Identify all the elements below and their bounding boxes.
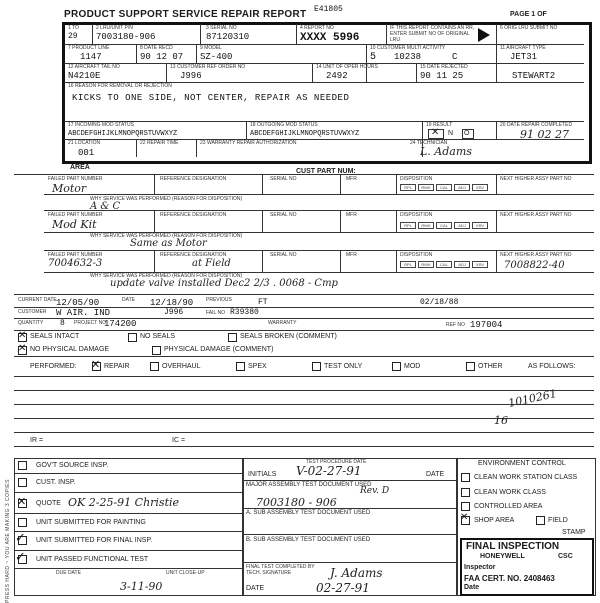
divider <box>246 121 247 139</box>
cust-insp-label: CUST. INSP. <box>36 479 76 486</box>
unit-passed-label: UNIT PASSED FUNCTIONAL TEST <box>36 556 149 563</box>
divider <box>14 294 594 295</box>
next-higher-3: 7008822-40 <box>504 260 565 271</box>
divider <box>340 210 341 232</box>
clean-station-checkbox[interactable] <box>461 473 470 482</box>
date-completed: 91 02 27 <box>520 128 569 141</box>
unit-final-label: UNIT SUBMITTED FOR FINAL INSP. <box>36 537 153 544</box>
label-serial: SERIAL NO <box>270 176 297 182</box>
mod-label: MOD <box>404 363 421 370</box>
unit-painting-label: UNIT SUBMITTED FOR PAINTING <box>36 519 146 526</box>
row1-note: A & C <box>90 201 121 212</box>
location-value: 001 <box>78 148 95 158</box>
label-fail-no: FAIL NO <box>206 310 225 316</box>
label-failed-part: FAILED PART NUMBER <box>48 176 103 182</box>
unit-painting-checkbox[interactable] <box>18 518 27 527</box>
activity-code: 5 <box>370 52 377 63</box>
label-repair-time: 22 REPAIR TIME <box>140 140 179 146</box>
divider <box>262 210 263 232</box>
repair-x-mark: ✕ <box>91 359 101 371</box>
ic-label: IC = <box>172 437 186 444</box>
test-procedure-label: TEST PROCEDURE DATE <box>306 459 367 465</box>
failed-part-2: Mod Kit <box>52 218 97 231</box>
disp-adj-2[interactable]: ADJ <box>454 222 470 229</box>
divider <box>242 480 456 481</box>
disp-rpl-3[interactable]: RPL <box>400 261 416 268</box>
disp-cal[interactable]: CAL <box>436 184 452 191</box>
divider <box>154 174 155 194</box>
govt-source-label: GOV'T SOURCE INSP. <box>36 462 109 469</box>
divider <box>14 432 594 433</box>
divider <box>14 446 594 447</box>
label-project: PROJECT NO <box>74 320 107 326</box>
field-checkbox[interactable] <box>536 516 545 525</box>
overhaul-checkbox[interactable] <box>150 362 159 371</box>
label-ref-no: REF NO <box>446 322 465 328</box>
activity-number: 10238 <box>394 52 422 62</box>
label-reason: 16 REASON FOR REMOVAL OR REJECTION <box>68 83 172 89</box>
divider <box>136 44 137 63</box>
label-disposition-2: DISPOSITION <box>400 212 433 218</box>
result-n: N <box>448 130 454 137</box>
quote-label: QUOTE <box>36 500 61 507</box>
label-warranty-auth: 23 WARRANTY REPAIR AUTHORIZATION <box>200 140 297 146</box>
no-damage-label: NO PHYSICAL DAMAGE <box>30 346 110 353</box>
divider <box>14 473 242 474</box>
divider <box>14 174 594 175</box>
technician-signature: L. Adams <box>420 145 472 158</box>
divider <box>14 390 594 391</box>
spex-checkbox[interactable] <box>236 362 245 371</box>
final-test-signature: J. Adams <box>330 566 383 580</box>
disp-rwk-3[interactable]: RWK <box>418 261 434 268</box>
label-product-line: 7 PRODUCT LINE <box>68 45 110 51</box>
disp-xrv[interactable]: XRV <box>472 184 488 191</box>
shop-area-label: SHOP AREA <box>474 517 515 524</box>
disp-rpl[interactable]: RPL <box>400 184 416 191</box>
test-only-label: TEST ONLY <box>324 363 363 370</box>
clean-class-checkbox[interactable] <box>461 488 470 497</box>
model-value: SZ-400 <box>200 52 233 62</box>
label-customer: CUSTOMER <box>18 309 47 315</box>
result-o-box[interactable] <box>462 129 474 139</box>
divider <box>422 121 423 157</box>
label-disposition: DISPOSITION <box>400 176 433 182</box>
label-date-rejected: 15 DATE REJECTED <box>420 64 468 70</box>
divider <box>496 121 497 139</box>
divider <box>340 174 341 194</box>
no-damage-x-mark: ✕ <box>18 343 27 354</box>
row2-why: Same as Motor <box>130 238 207 249</box>
arrow-icon <box>478 28 490 42</box>
disp-rwk-2[interactable]: RWK <box>418 222 434 229</box>
label-aircraft-type: 11 AIRCRAFT TYPE <box>500 45 546 51</box>
final-date-handwritten: 02-27-91 <box>316 581 370 595</box>
controlled-checkbox[interactable] <box>461 502 470 511</box>
cust-insp-checkbox[interactable] <box>18 478 27 487</box>
divider <box>44 194 594 195</box>
area-label: AREA <box>70 164 90 171</box>
failed-part-1: Motor <box>52 182 87 195</box>
divider <box>262 174 263 194</box>
label-disposition-3: DISPOSITION <box>400 252 433 258</box>
part-number: 7003180-906 <box>96 32 156 42</box>
oper-hours: 2492 <box>326 71 348 81</box>
seals-intact-label: SEALS INTACT <box>30 333 80 340</box>
govt-source-checkbox[interactable] <box>18 461 27 470</box>
side-text: PRESS HARD ~ YOU ARE MAKING 3 COPIES <box>5 479 11 603</box>
label-current-date: CURRENT DATE <box>18 297 57 303</box>
divider <box>416 63 417 82</box>
page-indicator: PAGE 1 OF <box>510 11 547 18</box>
label-report-no: 4 REPORT NO <box>300 25 334 31</box>
faa-cert: FAA CERT. NO. 2408463 <box>464 574 555 583</box>
divider <box>396 174 397 194</box>
rev-handwritten: Rev. D <box>360 486 390 496</box>
unit-final-check-mark: ✓ <box>15 530 26 545</box>
divider <box>196 44 197 63</box>
disp-adj-3[interactable]: ADJ <box>454 261 470 268</box>
disp-rpl-2[interactable]: RPL <box>400 222 416 229</box>
shop-area-x-mark: ✕ <box>460 512 469 523</box>
label-to: 1 TO <box>68 25 79 31</box>
label-ref-order: 13 CUSTOMER REF ORDER NO <box>170 64 246 70</box>
label-mfr-3: MFR <box>346 252 357 258</box>
fail-no-value: R39380 <box>230 308 259 317</box>
divider <box>14 330 594 331</box>
current-date: 12/05/90 <box>56 298 100 308</box>
divider <box>14 376 594 377</box>
divider <box>14 513 242 514</box>
to-code: 29 <box>68 32 78 41</box>
test-only-checkbox[interactable] <box>312 362 321 371</box>
label-serial-2: SERIAL NO <box>270 212 297 218</box>
ir-label: IR = <box>30 437 44 444</box>
reason-for-removal: KICKS TO ONE SIDE, NOT CENTER, REPAIR AS NEEDED <box>72 93 350 103</box>
label-next-higher-3: NEXT HIGHER ASSY PART NO <box>500 252 572 258</box>
disp-rwk[interactable]: RWK <box>418 184 434 191</box>
label-mod-in: 17 INCOMING MOD STATUS <box>68 122 134 128</box>
divider <box>396 210 397 232</box>
label-ref-desig: REFERENCE DESIGNATION <box>160 176 227 182</box>
result-x-mark: ✕ <box>431 127 440 138</box>
test-procedure-handwritten: V-02-27-91 <box>296 464 362 478</box>
divider <box>496 250 497 272</box>
incoming-mod-status: ABCDEFGHIJKLMNOPQRSTUVWXYZ <box>68 130 178 138</box>
divider <box>340 250 341 272</box>
repair-label: REPAIR <box>104 363 130 370</box>
label-failed-part-3: FAILED PART NUMBER <box>48 252 103 258</box>
damage-checkbox[interactable] <box>152 346 161 355</box>
date-label-bottom: DATE <box>426 471 445 478</box>
failed-part-3: 7004632-3 <box>48 258 103 269</box>
date-stamp-label: Date <box>464 584 480 591</box>
inspector-label: Inspector <box>464 564 496 571</box>
divider <box>496 210 497 232</box>
label-previous: PREVIOUS <box>206 297 232 303</box>
final-date-label: DATE <box>246 585 265 592</box>
divider <box>14 492 242 493</box>
divider <box>166 63 167 82</box>
initials-label: INITIALS <box>248 471 277 478</box>
label-why-removed-2: WHY SERVICE WAS PERFORMED (REASON FOR DISPOSITION) <box>90 233 243 239</box>
seals-broken-label: SEALS BROKEN (COMMENT) <box>240 333 337 340</box>
divider <box>312 63 313 82</box>
unit-closeup-label: UNIT CLOSE-UP <box>166 570 205 576</box>
honeywell-label: HONEYWELL <box>480 553 525 560</box>
disp-cal-3[interactable]: CAL <box>436 261 452 268</box>
divider <box>496 24 497 82</box>
divider <box>44 250 594 251</box>
as-follows-label: AS FOLLOWS: <box>528 363 576 370</box>
label-next-higher-2: NEXT HIGHER ASSY PART NO <box>500 212 572 218</box>
divider <box>242 508 456 509</box>
quote-handwritten: OK 2-25-91 Christie <box>68 496 180 509</box>
label-warranty: WARRANTY <box>268 320 297 326</box>
no-seals-checkbox[interactable] <box>128 333 137 342</box>
quantity-value: 8 <box>60 319 65 328</box>
spex-label: SPEX <box>248 363 267 370</box>
divider <box>154 250 155 272</box>
label-why-removed-3: WHY SERVICE WAS PERFORMED (REASON FOR DISPOSITION) <box>90 273 243 279</box>
disp-xrv-2[interactable]: XRV <box>472 222 488 229</box>
product-line: 1147 <box>80 52 102 62</box>
project-value: 174200 <box>104 319 137 329</box>
label-date-completed: 20 DATE REPAIR COMPLETED <box>500 122 573 128</box>
outgoing-mod-status: ABCDEFGHIJKLMNOPQRSTUVWXYZ <box>250 130 360 138</box>
customer-code: STEWART2 <box>512 71 556 81</box>
label-tail-no: 12 AIRCRAFT TAIL NO <box>68 64 120 70</box>
seals-intact-x-mark: ✕ <box>18 330 27 341</box>
label-serial-3: SERIAL NO <box>270 252 297 258</box>
sub-assy-a-label: A. SUB ASSEMBLY TEST DOCUMENT USED <box>246 510 371 516</box>
disp-cal-2[interactable]: CAL <box>436 222 452 229</box>
label-date-recd: 8 DATE RECD <box>140 45 173 51</box>
env-control-label: ENVIRONMENT CONTROL <box>478 460 566 467</box>
divider <box>366 44 367 82</box>
performed-label: PERFORMED: <box>30 363 77 370</box>
label-orig-report: IF THIS REPORT CONTAINS AN RR, ENTER SUBMIT NO OF ORIGINAL LRU <box>390 25 475 43</box>
clean-class-label: CLEAN WORK CLASS <box>474 489 546 496</box>
ref-desig-3: at Field <box>192 258 231 269</box>
label-mod-out: 18 OUTGOING MOD STATUS <box>250 122 318 128</box>
activity-letter: C <box>452 52 458 62</box>
closeup-handwritten: 3-11-90 <box>120 580 163 593</box>
report-title: PRODUCT SUPPORT SERVICE REPAIR REPORT <box>64 9 307 20</box>
divider <box>154 210 155 232</box>
divider <box>136 139 137 157</box>
label-ref-desig-2: REFERENCE DESIGNATION <box>160 212 227 218</box>
label-location: 21 LOCATION <box>68 140 101 146</box>
form-number: E41805 <box>314 5 343 14</box>
divider <box>14 404 594 405</box>
label-failed-part-2: FAILED PART NUMBER <box>48 212 103 218</box>
label-ref-desig-3: REFERENCE DESIGNATION <box>160 252 227 258</box>
divider <box>14 550 242 551</box>
overhaul-label: OVERHAUL <box>162 363 201 370</box>
divider <box>196 139 197 157</box>
row3-why: update valve installed Dec2 2/3 . 0068 - Cmp <box>110 278 338 289</box>
ref-order: J996 <box>180 71 202 81</box>
label-orig-submit: 6 ORIG LRU SUBMIT NO <box>500 25 558 31</box>
sub-assy-b-label: B. SUB ASSEMBLY TEST DOCUMENT USED <box>246 537 371 543</box>
divider <box>14 318 594 319</box>
other-checkbox[interactable] <box>466 362 475 371</box>
report-number: XXXX 5996 <box>300 32 360 44</box>
label-next-higher: NEXT HIGHER ASSY PART NO <box>500 176 572 182</box>
label-part-no: 2 LRU/UNIT P/N <box>96 25 133 31</box>
disp-adj[interactable]: ADJ <box>454 184 470 191</box>
other-label: OTHER <box>478 363 503 370</box>
quote-x-mark: ✕ <box>17 496 27 508</box>
divider <box>262 250 263 272</box>
ref-no-value: 197004 <box>470 320 503 330</box>
divider <box>14 568 242 569</box>
major-assy-label: MAJOR ASSEMBLY TEST DOCUMENT USED <box>246 482 372 488</box>
label-serial-no: 3 SERIAL NO <box>206 25 237 31</box>
controlled-label: CONTROLLED AREA <box>474 503 543 510</box>
csc-label: CSC <box>558 553 573 560</box>
label-hours: 14 UNIT OF OPER HOURS <box>316 64 378 70</box>
label-mfr: MFR <box>346 176 357 182</box>
divider <box>396 250 397 272</box>
major-assy-handwritten: 7003180 - 906 <box>256 496 337 509</box>
damage-label: PHYSICAL DAMAGE (COMMENT) <box>164 346 274 353</box>
final-test-label: FINAL TEST COMPLETED BY TECH. SIGNATURE <box>246 564 315 576</box>
due-date-label: DUE DATE <box>56 570 81 576</box>
divider <box>44 210 594 211</box>
mod-checkbox[interactable] <box>392 362 401 371</box>
label-technician: 24 TECHNICIAN <box>410 140 448 146</box>
date-value: 12/18/90 <box>150 298 194 308</box>
divider <box>296 24 297 44</box>
divider <box>14 531 242 532</box>
previous-value: FT <box>258 298 268 307</box>
unit-passed-check-mark: ✓ <box>15 549 26 564</box>
label-activity: 10 CUSTOMER MULTI ACTIVITY <box>370 45 446 51</box>
part-value: J996 <box>164 308 184 317</box>
handwritten-note-2: 16 <box>494 414 508 427</box>
seals-broken-checkbox[interactable] <box>228 333 237 342</box>
result-o: O <box>464 130 470 137</box>
aircraft-type: JET31 <box>510 52 538 62</box>
label-mfr-2: MFR <box>346 212 357 218</box>
cust-part-label: CUST PART NUM: <box>296 168 356 175</box>
field-label: FIELD <box>548 517 568 524</box>
ship-date: 02/18/88 <box>420 298 459 307</box>
divider <box>14 356 594 357</box>
divider <box>386 24 387 44</box>
label-result: 19 RESULT <box>426 122 453 128</box>
divider <box>200 24 201 44</box>
disp-xrv-3[interactable]: XRV <box>472 261 488 268</box>
divider <box>92 24 93 44</box>
divider <box>242 562 456 563</box>
clean-station-label: CLEAN WORK STATION CLASS <box>474 474 578 481</box>
date-received: 90 12 07 <box>140 52 184 62</box>
final-inspection-title: FINAL INSPECTION <box>466 541 560 552</box>
serial-number: 87120310 <box>206 32 250 42</box>
divider <box>496 174 497 194</box>
date-rejected: 90 11 25 <box>420 71 464 81</box>
stamp-label: STAMP <box>562 529 586 536</box>
label-date: DATE <box>122 297 135 303</box>
customer-value: W AIR. IND <box>56 308 111 318</box>
label-why-removed: WHY SERVICE WAS PERFORMED (REASON FOR DISPOSITION) <box>90 196 243 202</box>
label-quantity: QUANTITY <box>18 320 44 326</box>
handwritten-note: 1010261 <box>507 387 558 410</box>
tail-number: N4210E <box>68 71 101 81</box>
label-model: 9 MODEL <box>200 45 222 51</box>
no-seals-label: NO SEALS <box>140 333 176 340</box>
divider <box>242 534 456 535</box>
